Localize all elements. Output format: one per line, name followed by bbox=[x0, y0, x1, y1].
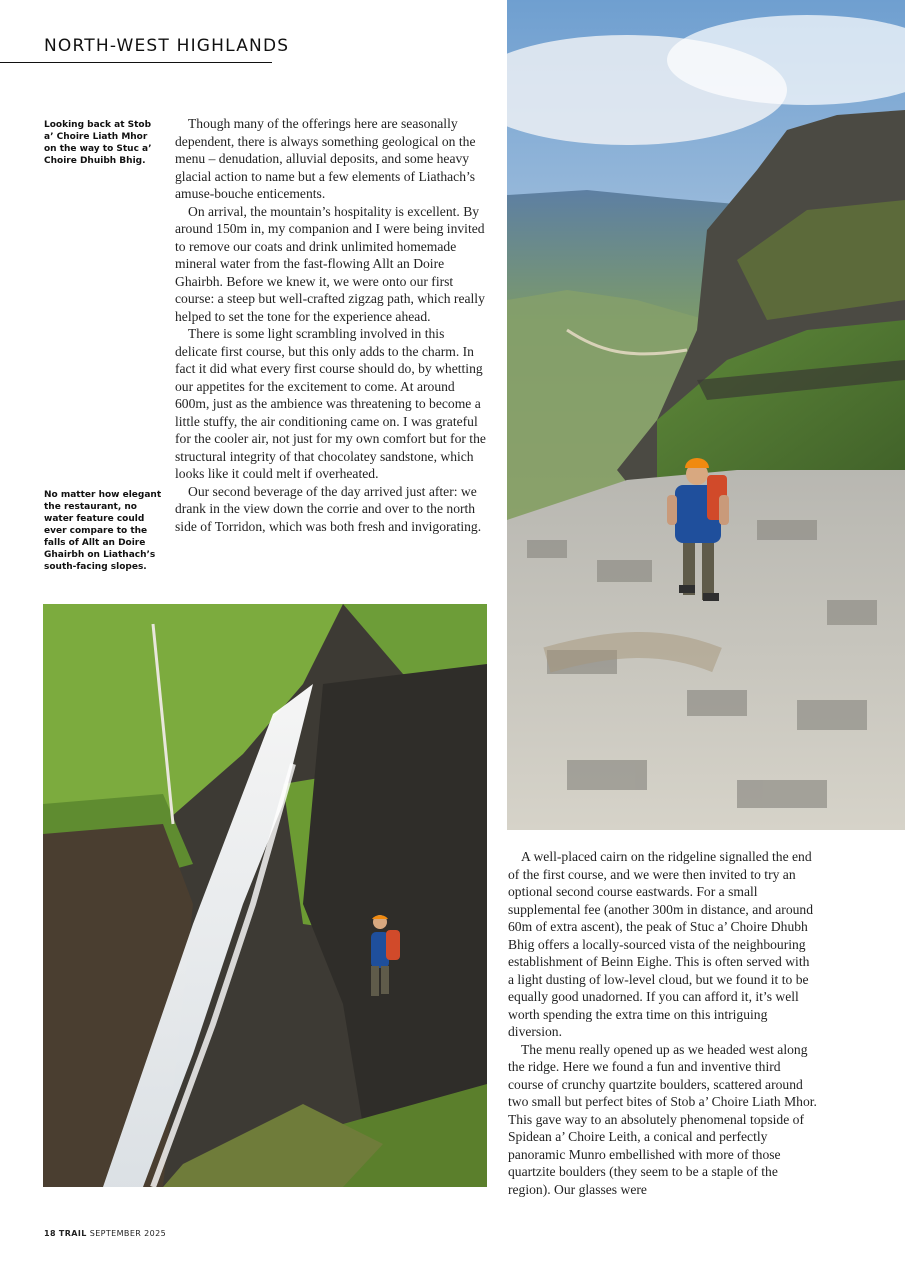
paragraph: A well-placed cairn on the ridgeline signalled the end of the first course, and we were then invited to try an optional second course eastwards. For a small supplemental fee (another 300m in distance, and around 60m of extra ascent), the peak of Stuc a’ Choire Dhubh Bhig offers a locally-sourced vista of the neighbouring establishment of Beinn Eighe. This is often served with a light dusting of low-level cloud, but we found it to be equally good unadorned. If you can afford it, it’s well worth spending the extra time on this intriguing diversion. bbox=[508, 849, 814, 1039]
caption-ridge-photo: Looking back at Stob a’ Choire Liath Mhor on the way to Stuc a’ Choire Dhuibh Bhig. bbox=[44, 120, 152, 166]
paragraph: There is some light scrambling involved in this delicate first course, but this only adds to the charm. In fact it did what every first course should do, by whetting our appetites for the excitement to come. At around 600m, just as the ambience was threatening to become a little stuffy, the air conditioning came on. I was grateful for the cooler air, not just for my own comfort but for the structural integrity of that chocolatey sandstone, which looks like it could melt if overheated. bbox=[175, 326, 486, 481]
article-column-left bbox=[175, 115, 487, 535]
title-rule bbox=[0, 62, 272, 63]
section-title: NORTH-WEST HIGHLANDS bbox=[44, 36, 290, 56]
issue-date: SEPTEMBER 2025 bbox=[89, 1229, 167, 1238]
article-column-right bbox=[508, 848, 818, 1198]
photo-ridge-hiker bbox=[507, 0, 905, 830]
paragraph: The menu really opened up as we headed west along the ridge. Here we found a fun and inventive third course of crunchy quartzite boulders, scattered around two small but perfect bites of Stob a’ Choire Liath Mhor. This gave way to an absolutely phenomenal topside of Spidean a’ Choire Leith, a conical and perfectly panoramic Munro embellished with more of those quartzite boulders (they seem to be a staple of the region). Our glasses were bbox=[508, 1041, 817, 1197]
magazine-name: TRAIL bbox=[58, 1229, 87, 1238]
paragraph: Our second beverage of the day arrived just after: we drank in the view down the corrie and over to the north side of Torridon, which was both fresh and invigorating. bbox=[175, 483, 482, 534]
page-number: 18 bbox=[44, 1229, 56, 1238]
page-folio bbox=[44, 1229, 166, 1238]
caption-falls-photo: No matter how elegant the restaurant, no water feature could ever compare to the falls of Allt an Doire Ghairbh on Liathach’s south-facing slopes. bbox=[44, 490, 162, 572]
photo-waterfall bbox=[43, 604, 487, 1187]
paragraph: Though many of the offerings here are seasonally dependent, there is always something geological on the menu – denudation, alluvial deposits, and some heavy glacial action to name but a few elements of Liathach’s amuse-bouche enticements. bbox=[175, 116, 476, 201]
paragraph: On arrival, the mountain’s hospitality is excellent. By around 150m in, my companion and I were being invited to remove our coats and drink unlimited homemade mineral water from the fast-flowing Allt an Doire Ghairbh. Before we knew it, we were onto our first course: a steep but well-crafted zigzag path, which really helped to set the tone for the experience ahead. bbox=[175, 203, 485, 324]
